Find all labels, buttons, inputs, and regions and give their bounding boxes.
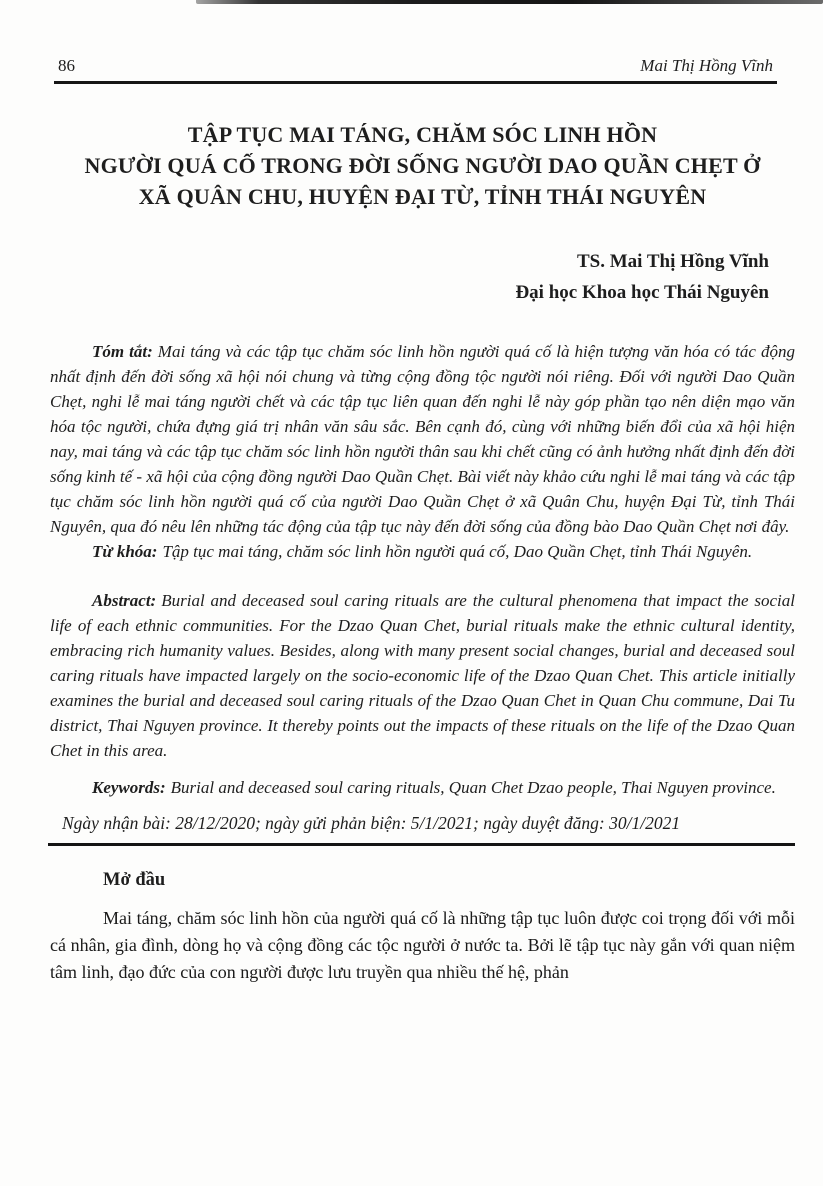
keywords-vi-text: Tập tục mai táng, chăm sóc linh hồn người quá cố, Dao Quần Chẹt, tỉnh Thái Nguyên.: [162, 542, 753, 561]
abstract-vi-paragraph: [50, 339, 795, 539]
keywords-vi-paragraph: [50, 539, 795, 564]
keywords-en-text: Burial and deceased soul caring rituals, Quan Chet Dzao people, Thai Nguyen province.: [170, 778, 776, 797]
author-block: [50, 246, 795, 308]
abstract-body-divider-rule: [48, 843, 795, 846]
keywords-vi-label: Từ khóa:: [92, 542, 158, 561]
abstract-en-label: Abstract:: [92, 591, 157, 610]
abstract-vi-text: Mai táng và các tập tục chăm sóc linh hồn người quá cố là hiện tượng văn hóa có tác động nhất định đến đời sống xã hội nói chung và từng cộng đồng tộc người nói riêng. Đối với người Dao Quần Chẹt, nghi lễ mai táng người chết và các tập tục liên quan đến nghi lễ này góp phần tạo nên diện mạo văn hóa tộc người, chứa đựng giá trị nhân văn sâu sắc. Bên cạnh đó, cùng với những biến đổi của xã hội hiện nay, mai táng và các tập tục chăm sóc linh hồn người thân sau khi chết cũng có ảnh hưởng nhất định đến đời sống kinh tế - xã hội của cộng đồng người Dao Quần Chẹt. Bài viết này khảo cứu nghi lễ mai táng và các tập tục chăm sóc linh hồn người quá cố của người Dao Quần Chẹt ở xã Quân Chu, huyện Đại Từ, tỉnh Thái Nguyên, qua đó nêu lên những tác động của tập tục này đến đời sống của đồng bào Dao Quần Chẹt nơi đây.: [50, 342, 796, 536]
author-name: TS. Mai Thị Hồng Vĩnh: [576, 251, 769, 272]
running-head-author: Mai Thị Hồng Vĩnh: [640, 56, 773, 75]
article-title-line-2: NGƯỜI QUÁ CỐ TRONG ĐỜI SỐNG NGƯỜI DAO QUẦN CHẸT Ở: [84, 153, 761, 178]
page-content: [50, 0, 795, 986]
submission-dates-line: Ngày nhận bài: 28/12/2020; ngày gửi phản biện: 5/1/2021; ngày duyệt đăng: 30/1/2021: [62, 813, 681, 833]
keywords-en-label: Keywords:: [92, 778, 166, 797]
article-title-line-3: XÃ QUÂN CHU, HUYỆN ĐẠI TỪ, TỈNH THÁI NGUYÊN: [138, 184, 707, 209]
article-title: [50, 119, 795, 212]
running-header: [54, 55, 777, 84]
keywords-en-paragraph: [50, 775, 795, 800]
section-heading-intro: Mở đầu: [103, 870, 166, 890]
abstract-en-paragraph: [50, 588, 795, 763]
abstract-vi-label: Tóm tắt:: [92, 342, 153, 361]
page-number: 86: [58, 56, 75, 75]
author-affiliation: Đại học Khoa học Thái Nguyên: [515, 282, 769, 303]
abstract-en-text: Burial and deceased soul caring rituals are the cultural phenomena that impact the social life of each ethnic communities. For the Dzao Quan Chet, burial rituals make the ethnic cultural identity, embracing rich humanity values. Besides, along with many present social changes, burial and deceased soul caring rituals have impacted largely on the socio-economic life of the Dzao Quan Chet. This article initially examines the burial and deceased soul caring rituals of the Dzao Quan Chet in Quan Chu commune, Dai Tu district, Thai Nguyen province. It thereby points out the impacts of these rituals on the life of the Dzao Quan Chet in this area.: [50, 591, 795, 760]
article-title-line-1: TẬP TỤC MAI TÁNG, CHĂM SÓC LINH HỒN: [187, 122, 658, 147]
intro-paragraph: Mai táng, chăm sóc linh hồn của người quá cố là những tập tục luôn được coi trọng đối với mỗi cá nhân, gia đình, dòng họ và cộng đồng các tộc người ở nước ta. Bởi lẽ tập tục này gắn với quan niệm tâm linh, đạo đức của con người được lưu truyền qua nhiều thế hệ, phản: [50, 908, 795, 982]
